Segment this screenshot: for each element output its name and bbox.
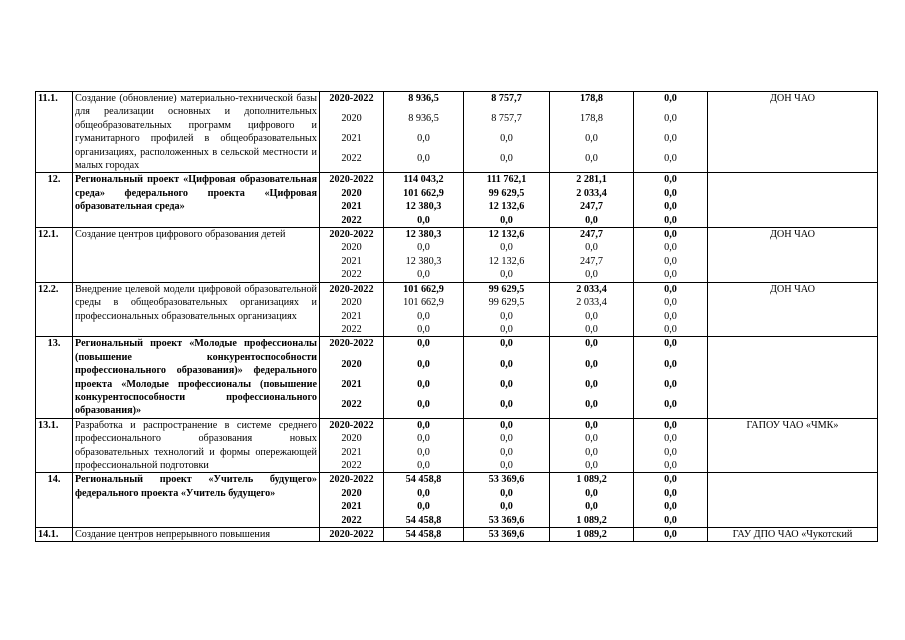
total-cell: 0,0	[384, 446, 464, 459]
funding-table	[35, 91, 878, 542]
federal-budget-cell: 99 629,5	[464, 296, 550, 309]
total-cell: 0,0	[384, 132, 464, 152]
federal-budget-cell: 12 132,6	[464, 200, 550, 213]
other-sources-cell: 0,0	[634, 173, 708, 187]
federal-budget-cell: 0,0	[464, 132, 550, 152]
regional-budget-cell: 0,0	[550, 378, 634, 398]
other-sources-cell: 0,0	[634, 432, 708, 445]
regional-budget-cell: 0,0	[550, 459, 634, 473]
regional-budget-cell: 0,0	[550, 241, 634, 254]
item-number: 12.1.	[36, 228, 73, 283]
other-sources-cell: 0,0	[634, 358, 708, 378]
other-sources-cell: 0,0	[634, 282, 708, 296]
other-sources-cell: 0,0	[634, 228, 708, 242]
regional-budget-cell: 0,0	[550, 268, 634, 282]
federal-budget-cell: 0,0	[464, 358, 550, 378]
regional-budget-cell: 0,0	[550, 432, 634, 445]
total-cell: 101 662,9	[384, 282, 464, 296]
total-cell: 0,0	[384, 152, 464, 173]
item-number: 13.1.	[36, 418, 73, 473]
regional-budget-cell: 0,0	[550, 310, 634, 323]
regional-budget-cell: 247,7	[550, 228, 634, 242]
other-sources-cell: 0,0	[634, 378, 708, 398]
year-cell: 2021	[320, 255, 384, 268]
budget-table-page	[35, 91, 878, 542]
regional-budget-cell: 0,0	[550, 487, 634, 500]
regional-budget-cell: 247,7	[550, 255, 634, 268]
total-cell: 0,0	[384, 432, 464, 445]
regional-budget-cell: 178,8	[550, 92, 634, 113]
other-sources-cell: 0,0	[634, 528, 708, 542]
total-cell: 0,0	[384, 241, 464, 254]
item-name: Региональный проект «Молодые профессионалы (повышение конкурентоспособности профессионального образования)» федерального проекта «Молодые профессионалы (повышение конкурентоспособности профессионального образования)»	[73, 337, 320, 418]
year-cell: 2021	[320, 200, 384, 213]
other-sources-cell: 0,0	[634, 200, 708, 213]
total-cell: 0,0	[384, 500, 464, 513]
item-number: 14.	[36, 473, 73, 528]
federal-budget-cell: 0,0	[464, 398, 550, 419]
total-cell: 54 458,8	[384, 514, 464, 528]
regional-budget-cell: 178,8	[550, 112, 634, 132]
responsible-executor: ДОН ЧАО	[708, 228, 878, 283]
other-sources-cell: 0,0	[634, 187, 708, 200]
table-row	[36, 528, 878, 542]
other-sources-cell: 0,0	[634, 112, 708, 132]
total-cell: 114 043,2	[384, 173, 464, 187]
year-cell: 2022	[320, 398, 384, 419]
responsible-executor: ДОН ЧАО	[708, 92, 878, 173]
item-number: 12.2.	[36, 282, 73, 337]
year-cell: 2022	[320, 152, 384, 173]
federal-budget-cell: 0,0	[464, 487, 550, 500]
total-cell: 0,0	[384, 358, 464, 378]
federal-budget-cell: 8 757,7	[464, 112, 550, 132]
federal-budget-cell: 53 369,6	[464, 514, 550, 528]
total-cell: 101 662,9	[384, 296, 464, 309]
total-cell: 8 936,5	[384, 92, 464, 113]
other-sources-cell: 0,0	[634, 337, 708, 358]
year-cell: 2022	[320, 459, 384, 473]
regional-budget-cell: 0,0	[550, 418, 634, 432]
year-cell: 2020	[320, 487, 384, 500]
regional-budget-cell: 1 089,2	[550, 473, 634, 487]
total-cell: 0,0	[384, 378, 464, 398]
regional-budget-cell: 247,7	[550, 200, 634, 213]
total-cell: 0,0	[384, 323, 464, 337]
year-cell: 2022	[320, 214, 384, 228]
regional-budget-cell: 0,0	[550, 500, 634, 513]
responsible-executor	[708, 337, 878, 418]
other-sources-cell: 0,0	[634, 152, 708, 173]
total-cell: 0,0	[384, 214, 464, 228]
regional-budget-cell: 1 089,2	[550, 528, 634, 542]
total-cell: 8 936,5	[384, 112, 464, 132]
total-cell: 0,0	[384, 418, 464, 432]
table-row	[36, 337, 878, 358]
federal-budget-cell: 0,0	[464, 152, 550, 173]
total-cell: 0,0	[384, 398, 464, 419]
year-cell: 2020-2022	[320, 528, 384, 542]
item-name: Региональный проект «Учитель будущего» федерального проекта «Учитель будущего»	[73, 473, 320, 528]
item-name: Создание центров цифрового образования детей	[73, 228, 320, 283]
item-name: Создание центров непрерывного повышения	[73, 528, 320, 542]
federal-budget-cell: 0,0	[464, 418, 550, 432]
table-row	[36, 473, 878, 487]
year-cell: 2020	[320, 296, 384, 309]
regional-budget-cell: 0,0	[550, 152, 634, 173]
federal-budget-cell: 0,0	[464, 337, 550, 358]
year-cell: 2020-2022	[320, 418, 384, 432]
year-cell: 2020-2022	[320, 337, 384, 358]
total-cell: 54 458,8	[384, 473, 464, 487]
other-sources-cell: 0,0	[634, 418, 708, 432]
federal-budget-cell: 0,0	[464, 446, 550, 459]
table-row	[36, 418, 878, 432]
total-cell: 0,0	[384, 337, 464, 358]
federal-budget-cell: 12 132,6	[464, 255, 550, 268]
table-row	[36, 92, 878, 113]
responsible-executor: ДОН ЧАО	[708, 282, 878, 337]
other-sources-cell: 0,0	[634, 500, 708, 513]
other-sources-cell: 0,0	[634, 92, 708, 113]
federal-budget-cell: 53 369,6	[464, 528, 550, 542]
regional-budget-cell: 2 033,4	[550, 282, 634, 296]
item-name: Создание (обновление) материально-технической базы для реализации основных и дополнительных общеобразовательных программ цифрового и гуманитарного профилей в общеобразовательных организациях, расположенных в сельской местности и малых городах	[73, 92, 320, 173]
responsible-executor: ГАУ ДПО ЧАО «Чукотский	[708, 528, 878, 542]
other-sources-cell: 0,0	[634, 323, 708, 337]
year-cell: 2022	[320, 514, 384, 528]
item-number: 11.1.	[36, 92, 73, 173]
year-cell: 2020-2022	[320, 282, 384, 296]
regional-budget-cell: 2 281,1	[550, 173, 634, 187]
other-sources-cell: 0,0	[634, 310, 708, 323]
item-name: Внедрение целевой модели цифровой образовательной среды в общеобразовательных организациях и профессиональных образовательных организациях	[73, 282, 320, 337]
year-cell: 2020-2022	[320, 228, 384, 242]
year-cell: 2020	[320, 358, 384, 378]
federal-budget-cell: 111 762,1	[464, 173, 550, 187]
regional-budget-cell: 0,0	[550, 337, 634, 358]
federal-budget-cell: 0,0	[464, 378, 550, 398]
total-cell: 0,0	[384, 487, 464, 500]
year-cell: 2020	[320, 241, 384, 254]
year-cell: 2021	[320, 378, 384, 398]
other-sources-cell: 0,0	[634, 241, 708, 254]
federal-budget-cell: 0,0	[464, 310, 550, 323]
other-sources-cell: 0,0	[634, 214, 708, 228]
item-number: 13.	[36, 337, 73, 418]
year-cell: 2020	[320, 112, 384, 132]
other-sources-cell: 0,0	[634, 398, 708, 419]
regional-budget-cell: 2 033,4	[550, 187, 634, 200]
other-sources-cell: 0,0	[634, 255, 708, 268]
federal-budget-cell: 53 369,6	[464, 473, 550, 487]
year-cell: 2020-2022	[320, 473, 384, 487]
year-cell: 2021	[320, 500, 384, 513]
other-sources-cell: 0,0	[634, 268, 708, 282]
regional-budget-cell: 0,0	[550, 446, 634, 459]
total-cell: 0,0	[384, 310, 464, 323]
federal-budget-cell: 0,0	[464, 268, 550, 282]
federal-budget-cell: 0,0	[464, 241, 550, 254]
regional-budget-cell: 0,0	[550, 214, 634, 228]
table-row	[36, 173, 878, 187]
federal-budget-cell: 0,0	[464, 432, 550, 445]
federal-budget-cell: 12 132,6	[464, 228, 550, 242]
other-sources-cell: 0,0	[634, 446, 708, 459]
other-sources-cell: 0,0	[634, 473, 708, 487]
year-cell: 2020	[320, 432, 384, 445]
regional-budget-cell: 0,0	[550, 132, 634, 152]
other-sources-cell: 0,0	[634, 487, 708, 500]
regional-budget-cell: 0,0	[550, 398, 634, 419]
item-name: Разработка и распространение в системе среднего профессионального образования новых образовательных технологий и формы опережающей профессиональной подготовки	[73, 418, 320, 473]
year-cell: 2021	[320, 446, 384, 459]
total-cell: 101 662,9	[384, 187, 464, 200]
federal-budget-cell: 0,0	[464, 459, 550, 473]
federal-budget-cell: 99 629,5	[464, 282, 550, 296]
item-name: Региональный проект «Цифровая образовательная среда» федерального проекта «Цифровая образовательная среда»	[73, 173, 320, 228]
total-cell: 12 380,3	[384, 255, 464, 268]
total-cell: 54 458,8	[384, 528, 464, 542]
total-cell: 0,0	[384, 268, 464, 282]
item-number: 12.	[36, 173, 73, 228]
responsible-executor: ГАПОУ ЧАО «ЧМК»	[708, 418, 878, 473]
year-cell: 2022	[320, 268, 384, 282]
year-cell: 2021	[320, 310, 384, 323]
responsible-executor	[708, 173, 878, 228]
federal-budget-cell: 0,0	[464, 323, 550, 337]
regional-budget-cell: 0,0	[550, 323, 634, 337]
table-body	[36, 92, 878, 542]
year-cell: 2020-2022	[320, 92, 384, 113]
year-cell: 2020	[320, 187, 384, 200]
other-sources-cell: 0,0	[634, 296, 708, 309]
responsible-executor	[708, 473, 878, 528]
year-cell: 2022	[320, 323, 384, 337]
regional-budget-cell: 1 089,2	[550, 514, 634, 528]
other-sources-cell: 0,0	[634, 514, 708, 528]
year-cell: 2020-2022	[320, 173, 384, 187]
federal-budget-cell: 99 629,5	[464, 187, 550, 200]
total-cell: 0,0	[384, 459, 464, 473]
total-cell: 12 380,3	[384, 228, 464, 242]
other-sources-cell: 0,0	[634, 459, 708, 473]
federal-budget-cell: 0,0	[464, 500, 550, 513]
table-row	[36, 228, 878, 242]
table-row	[36, 282, 878, 296]
other-sources-cell: 0,0	[634, 132, 708, 152]
regional-budget-cell: 0,0	[550, 358, 634, 378]
year-cell: 2021	[320, 132, 384, 152]
federal-budget-cell: 0,0	[464, 214, 550, 228]
item-number: 14.1.	[36, 528, 73, 542]
total-cell: 12 380,3	[384, 200, 464, 213]
regional-budget-cell: 2 033,4	[550, 296, 634, 309]
federal-budget-cell: 8 757,7	[464, 92, 550, 113]
